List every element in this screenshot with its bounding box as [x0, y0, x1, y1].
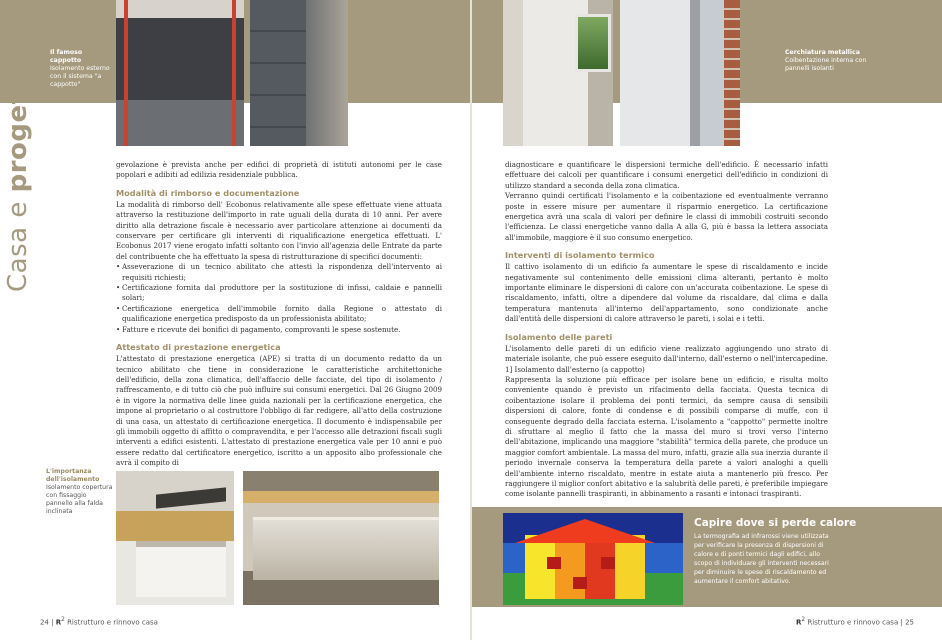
list-item: • Certificazione energetica dell'immobile fornito dalla Regione o attestato di qualificazione energetica predisposto da un professionista abilitato;	[116, 304, 442, 325]
heading-pareti: Isolamento delle pareti	[505, 331, 613, 342]
section-title-light: Casa e	[3, 192, 33, 292]
heading-attestato: Attestato di prestazione energetica	[116, 342, 281, 353]
paragraph: L'attestato di prestazione energetica (APE) si tratta di un documento redatto da un tecnico abilitato che tiene in considerazione le caratteristiche architettoniche dell'edificio, della zona climatica, dell'affaccio delle facciate, del tipo di isolamento / raffrescamento, e di tutto ciò che può influire sui consumi energetici. Dal 26 Giugno 2009 è in vigore la normativa delle linee guida nazionali per la certificazione energetica, che impone al proprietario o al costruttore l'obbligo di far redigere, all'atto della costruzione di una casa, un attestato di certificazione energetica. Il documento è indispensabile per gli immobili oggetto di affitto o compravendita, e per l'accesso alle detrazioni fiscali sugli interventi a edifici esistenti. L'attestato di prestazione energetica vale per 10 anni e può essere redatto dal certificatore energetico, iscritto a un apposito albo professionale che avrà il compito di	[116, 354, 442, 468]
heading-rimborso: Modalità di rimborso e documentazione	[116, 187, 300, 198]
paragraph: diagnosticare e quantificare le dispersioni termiche dell'edificio. È necessario infatti effettuare dei calcoli per quantificare i consumi energetici dell'edificio in condizioni di utilizzo standard a seconda della zona climatica.	[505, 160, 828, 190]
caption-title: Il famoso cappotto	[50, 49, 83, 64]
right-column	[505, 160, 828, 500]
roof-heat-map	[515, 519, 655, 543]
magazine-brand-sup: 2	[61, 617, 65, 623]
thermography-text: La termografia ad infrarossi viene utilizzata per verificare la presenza di dispersioni di calore e di ponti termici dagli edifici, allo scopo di individuare gli interventi necessari per diminuire le spese di riscaldamento ed aumentare il comfort abitativo.	[694, 533, 829, 586]
subheading-cappotto: 1] Isolamento dall'esterno (a cappotto)	[505, 364, 645, 374]
photo-roof-insulation	[116, 471, 234, 605]
paragraph: Il cattivo isolamento di un edificio fa aumentare le spese di riscaldamento e incide negativamente sul contenimento delle emissioni clima alteranti, pertanto è molto importante eliminare le dispersioni di calore con un'accurata coibentazione. Le spese di riscaldamento, infatti, oltre a dipendere dal volume da riscaldare, dal clima e dalla temperatura mantenuta all'interno dell'appartamento, sono condizionate anche dall'entità delle dispersioni di calore attraverso le pareti, i solai e i tetti.	[505, 262, 828, 324]
caption-top-right	[785, 49, 885, 73]
caption-bottom-left	[46, 468, 114, 516]
list-item: • Certificazione fornita dal produttore per la sostituzione di infissi, caldaie e pannelli solari;	[116, 283, 442, 304]
house-heat-map	[525, 535, 645, 599]
magazine-brand: R	[55, 618, 62, 627]
photo-interior-insulation	[503, 0, 613, 146]
photo-facade-scaffolding	[116, 0, 244, 146]
photo-insulation-panels	[250, 0, 348, 146]
paragraph: Verranno quindi certificati l'isolamento e la coibentazione ed eventualmente verranno poste in essere misure per aumentare il risparmio energetico. La certificazione energetica avrà una scala di valori per definire le classi di immobili costruiti secondo l'efficienza. Le classi energetiche vanno dalla A alla G, più è bassa la lettera associata all'immobile, maggiore è il suo consumo energetico.	[505, 191, 828, 242]
magazine-title: Ristrutturo e rinnovo casa	[64, 618, 158, 627]
photo-metal-frame	[620, 0, 740, 146]
caption-top-left	[50, 49, 112, 89]
window-heat-spot	[601, 557, 615, 569]
thermography-title: Capire dove si perde calore	[694, 517, 857, 529]
caption-title: Cerchiatura metallica	[785, 49, 860, 56]
caption-text: Isolamento copertura con fissaggio pannello alla falda inclinata	[46, 484, 113, 515]
section-title	[3, 60, 33, 292]
caption-text: Coibentazione interna con pannelli isolanti	[785, 57, 867, 72]
magazine-brand-sup: 2	[801, 617, 806, 623]
section-title-bold: progetto	[3, 60, 33, 193]
left-column	[116, 160, 442, 469]
footer-left	[40, 617, 158, 626]
list-item: • Asseverazione di un tecnico abilitato che attesti la rispondenza dell'intervento ai requisiti richiesti;	[116, 262, 442, 283]
footer-separator: |	[48, 618, 56, 627]
paragraph: Rappresenta la soluzione più efficace per isolare bene un edificio, e risulta molto conveniente quando è previsto un rifacimento della facciata. Questa tecnica di coibentazione isolare il problema dei ponti termici, da sempre causa di sensibili dispersioni di calore, fonte di condense e di possibili comparse di muffe, con il conseguente degrado della facciata esterna. L'isolamento a "cappotto" permette inoltre di sfruttare al meglio il fatto che la massa del muro si trovi verso l'interno dell'abitazione, implicando una maggiore "stabilità" termica della parete, che produce un maggior comfort ambientale. La massa del muro, infatti, grazie alla sua inerzia durante il periodo invernale conserva la temperatura della parete a valori analoghi a quelli dell'ambiente interno riscaldato, mentre in estate aiuta a mantenerlo più fresco. Per raggiungere il miglior confort abitativo e la salubrità delle pareti, è preferibile impiegare come isolante pannelli traspiranti, in abbinamento a rasanti e intonaci traspiranti.	[505, 374, 828, 499]
document-list	[116, 262, 442, 335]
thermography-image	[503, 513, 683, 605]
caption-text: Isolamento esterno con il sistema "a cappotto"	[50, 65, 110, 88]
page-number: 24	[40, 618, 49, 627]
paragraph: La modalità di rimborso dell' Ecobonus relativamente alle spese effettuate viene attuata attraverso la restituzione dell'importo in rate uguali della durata di 10 anni. Per avere diritto alla detrazione fiscale è necessario aver particolare attenzione ai documenti da conservare per certificare gli interventi di riqualificazione energetica effettuati. L' Ecobonus 2017 viene erogato infatti soltanto con l'invio all'agenzia delle Entrate da parte del contribuente che ha effettuato la spesa di ristrutturazione di specifici documenti:	[116, 199, 442, 261]
footer-right	[796, 617, 914, 626]
page-number: 25	[905, 618, 914, 627]
heading-interventi: Interventi di isolamento termico	[505, 250, 655, 261]
caption-title: L'importanza dell'isolamento	[46, 468, 100, 483]
footer-separator: |	[898, 618, 906, 627]
paragraph: gevolazione è prevista anche per edifici di proprietà di istituti autonomi per le case popolari e adibiti ad edilizia residenziale pubblica.	[116, 160, 442, 180]
magazine-title: Ristrutturo e rinnovo casa	[805, 618, 899, 627]
window-heat-spot	[547, 557, 561, 569]
photo-roof-panel-detail	[243, 471, 439, 605]
window-heat-spot	[573, 577, 587, 589]
magazine-brand: R	[796, 618, 802, 627]
paragraph: L'isolamento delle pareti di un edificio viene realizzato aggiungendo uno strato di materiale isolante, che può essere eseguito dall'interno, dall'esterno o nell'intercapedine.	[505, 343, 828, 364]
list-item: • Fatture e ricevute dei bonifici di pagamento, comprovanti le spese sostenute.	[116, 325, 442, 335]
